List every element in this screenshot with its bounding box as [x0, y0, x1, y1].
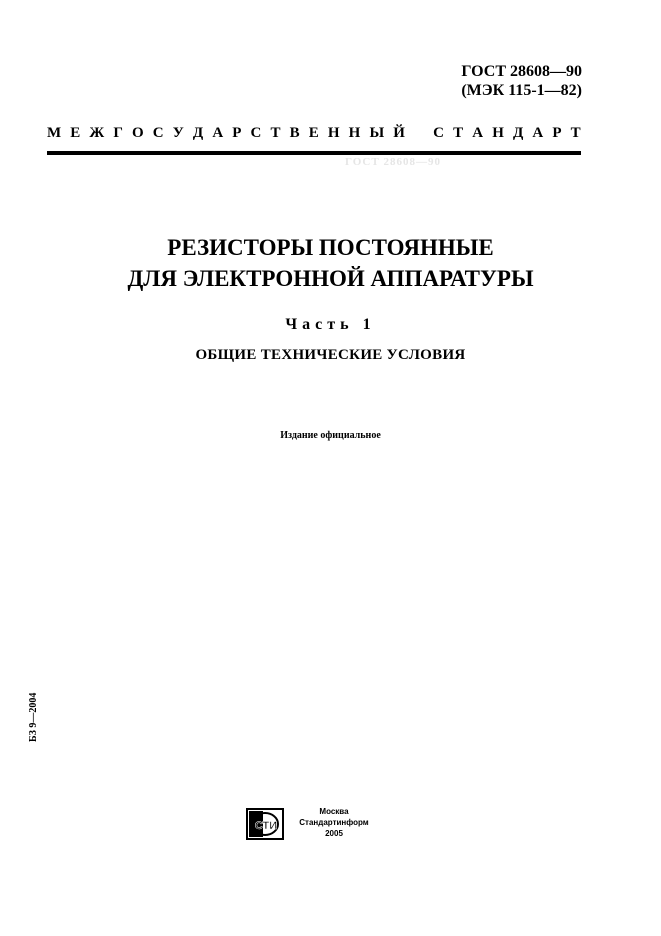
banner-letter: Н — [327, 125, 340, 141]
banner-letter: Н — [492, 125, 504, 141]
title-line-1: РЕЗИСТОРЫ ПОСТОЯННЫЕ — [167, 235, 494, 260]
banner-letter: Ы — [369, 125, 385, 141]
banner-letter: Й — [393, 125, 405, 141]
banner-letter: А — [212, 125, 224, 141]
banner-letter: С — [152, 125, 164, 141]
publisher-name: Стандартинформ — [299, 818, 369, 827]
banner-letter: Т — [453, 125, 464, 141]
standartinform-logo-icon — [246, 808, 284, 840]
banner-letter: С — [250, 125, 262, 141]
document-title — [0, 232, 661, 294]
standard-number: ГОСТ 28608—90 — [461, 63, 582, 80]
banner-letter: А — [472, 125, 484, 141]
logo-letters: СТИ — [254, 820, 278, 832]
banner-rule — [47, 151, 581, 155]
side-code: БЗ 9—2004 — [28, 692, 39, 742]
banner-letter: Д — [192, 125, 204, 141]
banner-letter: А — [532, 125, 544, 141]
banner-letter: Р — [552, 125, 562, 141]
publisher-info — [292, 806, 376, 839]
document-subtitle: ОБЩИЕ ТЕХНИЧЕСКИЕ УСЛОВИЯ — [195, 347, 466, 363]
banner-letter: О — [132, 125, 144, 141]
banner-letter: Г — [113, 125, 123, 141]
banner-letter: Т — [270, 125, 281, 141]
banner-letter: Е — [308, 125, 319, 141]
banner-letter: В — [289, 125, 300, 141]
banner-letter: Н — [348, 125, 361, 141]
publisher-year: 2005 — [325, 829, 343, 838]
banner-letter: Р — [232, 125, 242, 141]
banner-word-gap — [414, 124, 424, 142]
banner-letter: У — [172, 125, 184, 141]
banner-letter: Е — [70, 125, 81, 141]
banner-letter: Д — [512, 125, 524, 141]
banner-letter: Ж — [89, 125, 105, 141]
part-number: Часть 1 — [285, 316, 376, 333]
official-edition-label: Издание официальное — [280, 430, 381, 441]
interstate-standard-banner — [47, 124, 581, 142]
banner-letter: Т — [570, 125, 581, 141]
banner-letter: М — [47, 125, 62, 141]
iec-number: (МЭК 115-1—82) — [461, 82, 582, 99]
banner-letter: С — [433, 125, 445, 141]
publisher-city: Москва — [319, 807, 349, 816]
title-line-2: ДЛЯ ЭЛЕКТРОННОЙ АППАРАТУРЫ — [127, 266, 534, 291]
standard-number-block — [461, 62, 582, 100]
faint-background-text: ГОСТ 28608—90 — [345, 156, 441, 168]
